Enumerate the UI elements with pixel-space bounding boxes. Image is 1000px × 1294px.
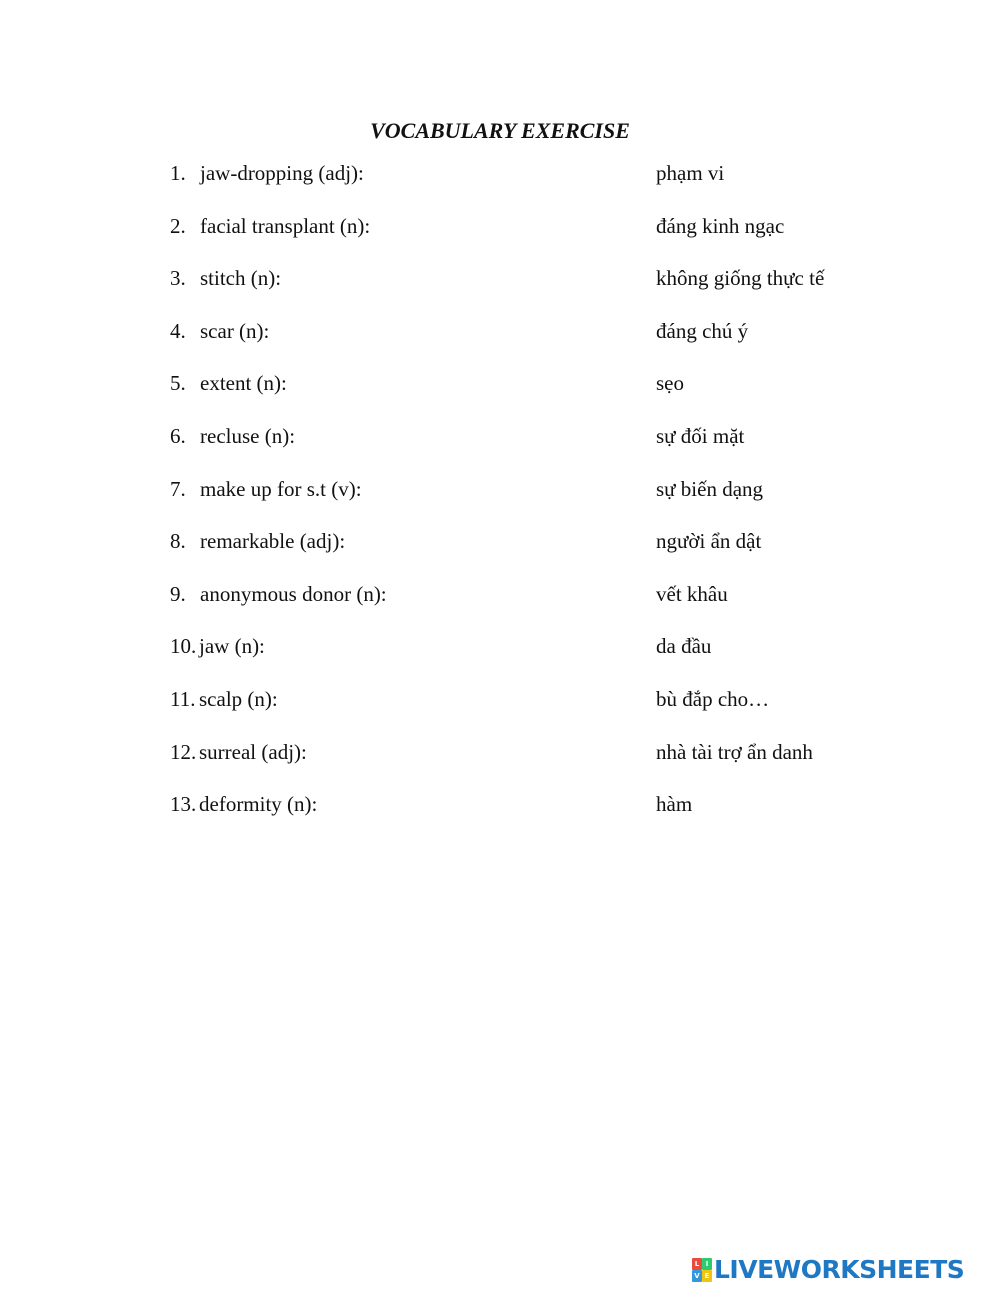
vocab-number: 5. xyxy=(170,371,186,396)
vocab-term: jaw-dropping (adj): xyxy=(200,161,364,185)
vocab-term: anonymous donor (n): xyxy=(200,581,387,606)
vocab-term: recluse (n): xyxy=(200,423,296,448)
vocab-term: extent (n): xyxy=(200,371,287,396)
vocab-meaning: bù đắp cho… xyxy=(656,686,770,711)
vocab-meaning: đáng chú ý xyxy=(656,318,749,343)
vocab-meaning: đáng kinh ngạc xyxy=(656,213,785,238)
logo-letter: L xyxy=(692,1258,702,1270)
page-title: VOCABULARY EXERCISE xyxy=(370,118,630,143)
vocab-meaning: không giống thực tế xyxy=(656,266,825,291)
vocab-meaning: phạm vi xyxy=(656,161,725,185)
vocab-term: stitch (n): xyxy=(200,266,282,291)
vocab-term: scar (n): xyxy=(200,318,270,343)
vocab-item xyxy=(0,526,1000,579)
vocab-term: make up for s.t (v): xyxy=(200,476,362,501)
vocab-number: 1. xyxy=(170,161,186,185)
vocab-meaning: da đầu xyxy=(656,634,712,659)
liveworksheets-branding xyxy=(692,1254,964,1286)
vocab-number: 12. xyxy=(170,739,197,764)
vocab-meaning: người ẩn dật xyxy=(656,529,762,554)
vocab-item xyxy=(0,684,1000,737)
vocab-number: 10. xyxy=(170,634,197,659)
vocab-item xyxy=(0,263,1000,316)
vocab-item xyxy=(0,789,1000,842)
vocab-item xyxy=(0,421,1000,474)
brand-text: LIVEWORKSHEETS xyxy=(714,1255,965,1284)
vocab-term: facial transplant (n): xyxy=(200,213,371,238)
vocab-item xyxy=(0,579,1000,632)
vocab-number: 8. xyxy=(170,529,186,554)
vocab-item xyxy=(0,737,1000,790)
vocab-number: 3. xyxy=(170,266,186,291)
liveworksheets-logo-icon xyxy=(692,1258,712,1282)
vocabulary-list xyxy=(0,158,1000,842)
logo-letter: E xyxy=(702,1270,712,1282)
logo-letter: V xyxy=(692,1270,702,1282)
vocab-number: 2. xyxy=(170,213,186,238)
vocab-meaning: sẹo xyxy=(656,371,684,396)
vocab-meaning: hàm xyxy=(656,792,693,817)
vocab-number: 9. xyxy=(170,581,186,606)
vocab-item xyxy=(0,316,1000,369)
vocab-number: 7. xyxy=(170,476,186,501)
vocab-meaning: sự đối mặt xyxy=(656,423,745,448)
vocab-meaning: nhà tài trợ ẩn danh xyxy=(656,739,813,764)
vocab-term: jaw (n): xyxy=(199,634,265,659)
vocab-item xyxy=(0,211,1000,264)
vocab-item xyxy=(0,474,1000,527)
vocab-item xyxy=(0,368,1000,421)
vocab-term: scalp (n): xyxy=(199,686,278,711)
vocab-number: 11. xyxy=(170,686,196,711)
vocab-item xyxy=(0,631,1000,684)
vocab-term: deformity (n): xyxy=(199,792,318,817)
vocab-term: remarkable (adj): xyxy=(200,529,346,554)
vocab-meaning: sự biến dạng xyxy=(656,476,764,501)
vocab-item xyxy=(0,158,1000,211)
vocab-number: 6. xyxy=(170,423,186,448)
logo-letter: I xyxy=(702,1258,712,1270)
vocab-number: 13. xyxy=(170,792,197,817)
vocab-number: 4. xyxy=(170,318,186,343)
vocab-meaning: vết khâu xyxy=(656,581,728,606)
vocab-term: surreal (adj): xyxy=(199,739,307,764)
